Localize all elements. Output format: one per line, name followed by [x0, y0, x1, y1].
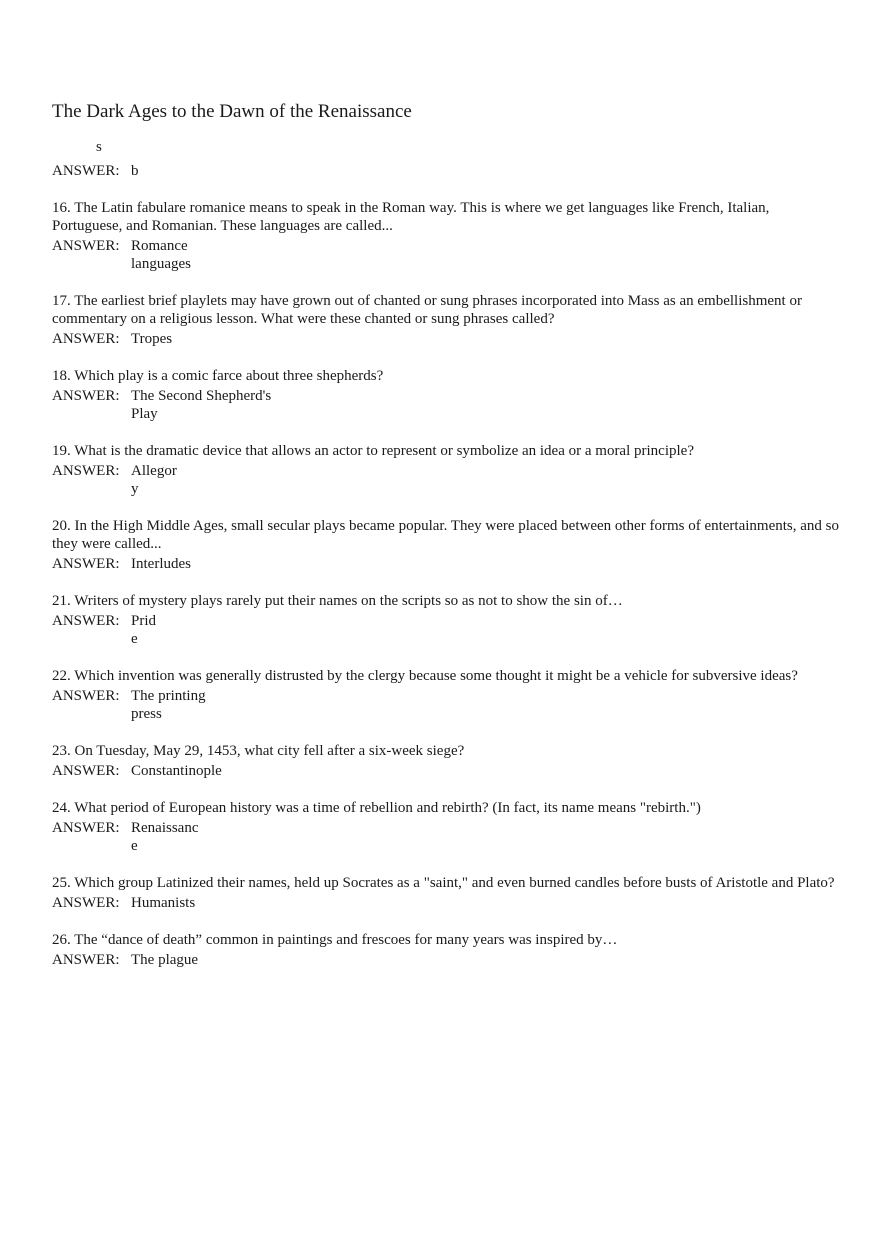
answer-value: Humanists [131, 895, 196, 911]
question-item [52, 292, 842, 348]
answer-row [52, 387, 842, 423]
answer-value: Allegor y [131, 463, 177, 497]
question-item [52, 367, 842, 423]
question-item [52, 517, 842, 573]
answer-row [52, 612, 842, 648]
question-text: 19. What is the dramatic device that allows an actor to represent or symbolize an idea or a moral principle? [52, 443, 694, 459]
answer-row [52, 462, 842, 498]
answer-row [52, 819, 842, 855]
answer-label: ANSWER: [52, 463, 120, 479]
answer-label: ANSWER: [52, 388, 120, 404]
answer-label: ANSWER: [52, 688, 120, 704]
answer-value: Romance languages [131, 238, 191, 272]
answer-row [52, 330, 842, 348]
answer-value: The Second Shepherd's Play [131, 388, 272, 422]
question-item [52, 799, 842, 855]
answer-value: Constantinople [131, 763, 222, 779]
question-item [52, 874, 842, 912]
answer-row [52, 762, 842, 780]
answer-value: Interludes [131, 556, 191, 572]
answer-label: ANSWER: [52, 820, 120, 836]
answer-row [52, 555, 842, 573]
answer-label: ANSWER: [52, 556, 120, 572]
answer-value: Tropes [131, 331, 173, 347]
question-text: 24. What period of European history was a time of rebellion and rebirth? (In fact, its name means "rebirth.") [52, 800, 701, 816]
question-text: 18. Which play is a comic farce about three shepherds? [52, 368, 384, 384]
answer-label: ANSWER: [52, 613, 120, 629]
answer-row [52, 687, 842, 723]
answer-label: ANSWER: [52, 895, 120, 911]
question-text: 21. Writers of mystery plays rarely put their names on the scripts so as not to show the sin of… [52, 593, 623, 609]
question-text: 16. The Latin fabulare romanice means to speak in the Roman way. This is where we get languages like French, Italian, Portuguese, and Romanian. These languages are called... [52, 200, 770, 234]
answer-row [52, 237, 842, 273]
answer-row [52, 951, 842, 969]
page-title: The Dark Ages to the Dawn of the Renaissance [52, 101, 412, 122]
question-item [52, 442, 842, 498]
question-item [52, 667, 842, 723]
question-text: 25. Which group Latinized their names, held up Socrates as a "saint," and even burned candles before busts of Aristotle and Plato? [52, 875, 835, 891]
answer-label: ANSWER: [52, 238, 120, 254]
answer-label: ANSWER: [52, 331, 120, 347]
answer-row [52, 894, 842, 912]
question-item [52, 592, 842, 648]
question-text: 17. The earliest brief playlets may have grown out of chanted or sung phrases incorporated into Mass as an embellishment or commentary on a religious lesson. What were these chanted or sung phrases called? [52, 293, 802, 327]
carryover-answer-row [52, 162, 139, 180]
answer-value: b [131, 163, 139, 179]
answer-label: ANSWER: [52, 952, 120, 968]
answer-value: Prid e [131, 613, 157, 647]
answer-label: ANSWER: [52, 763, 120, 779]
answer-label: ANSWER: [52, 163, 120, 179]
question-item [52, 199, 842, 273]
answer-value: The plague [131, 952, 199, 968]
question-text: 26. The “dance of death” common in paintings and frescoes for many years was inspired by… [52, 932, 618, 948]
question-list [52, 199, 842, 988]
question-item [52, 742, 842, 780]
question-text: 23. On Tuesday, May 29, 1453, what city fell after a six-week siege? [52, 743, 465, 759]
stray-fragment: s [96, 139, 102, 155]
question-item [52, 931, 842, 969]
question-text: 22. Which invention was generally distrusted by the clergy because some thought it might be a vehicle for subversive ideas? [52, 668, 798, 684]
answer-value: Renaissanc e [131, 820, 199, 854]
question-text: 20. In the High Middle Ages, small secular plays became popular. They were placed between other forms of entertainments, and so they were called... [52, 518, 839, 552]
answer-value: The printing press [131, 688, 206, 722]
